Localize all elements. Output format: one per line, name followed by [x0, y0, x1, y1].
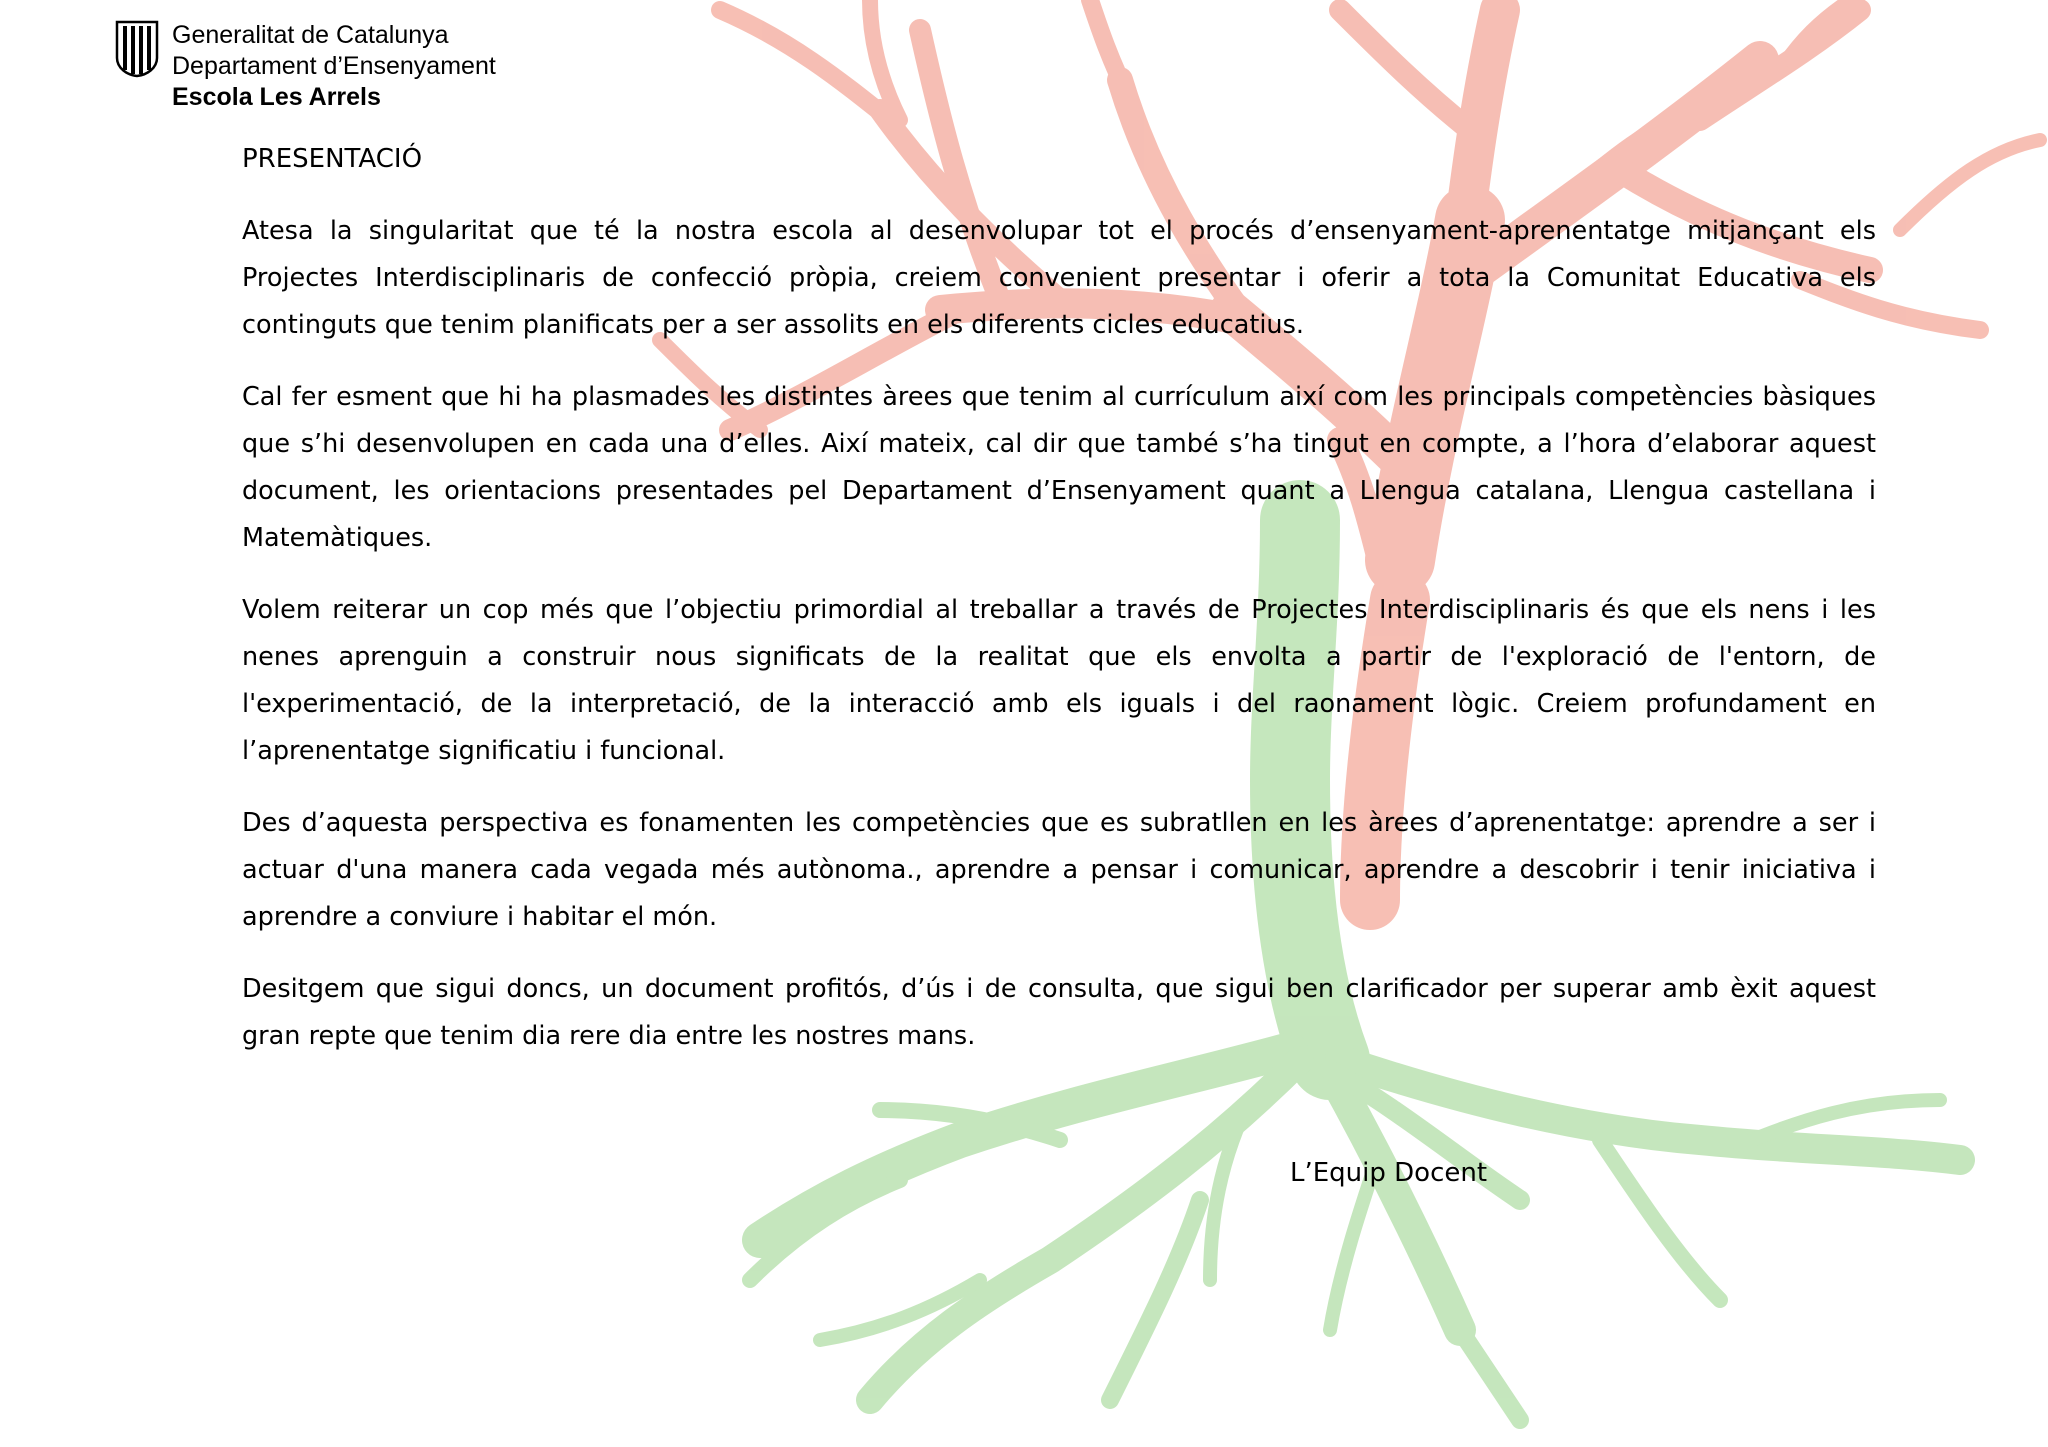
document-body — [242, 136, 1876, 1085]
document-title: PRESENTACIÓ — [242, 144, 423, 174]
header-government: Generalitat de Catalunya — [172, 21, 449, 49]
catalan-coat-of-arms-icon — [114, 20, 160, 78]
signature: L’Equip Docent — [1290, 1158, 1488, 1188]
header-school-name: Escola Les Arrels — [172, 83, 381, 111]
paragraph-4: Des d’aquesta perspectiva es fonamenten les competències que es subratllen en les àrees d’aprenentatge: aprendre a ser i actuar d'una manera cada vegada més autònoma., aprendre a pensar i comunicar, aprendre a descobrir i tenir iniciativa i aprendre a conviure i habitar el món. — [242, 808, 1876, 932]
paragraph-1: Atesa la singularitat que té la nostra escola al desenvolupar tot el procés d’ensenyament-aprenentatge mitjançant els Projectes Interdisciplinaris de confecció pròpia, creiem convenient presentar i oferir a tota la Comunitat Educativa els continguts que tenim planificats per a ser assolits en els diferents cicles educatius. — [242, 216, 1876, 340]
header-department: Departament d’Ensenyament — [172, 52, 496, 80]
paragraph-5: Desitgem que sigui doncs, un document profitós, d’ús i de consulta, que sigui ben clarificador per superar amb èxit aquest gran repte que tenim dia rere dia entre les nostres mans. — [242, 974, 1876, 1051]
paragraph-3: Volem reiterar un cop més que l’objectiu primordial al treballar a través de Projectes Interdisciplinaris és que els nens i les nenes aprenguin a construir nous significats de la realitat que els envolta a partir de l'exploració de l'entorn, de l'experimentació, de la interpretació, de la interacció amb els iguals i del raonament lògic. Creiem profundament en l’aprenentatge significatiu i funcional. — [242, 595, 1876, 766]
paragraph-2: Cal fer esment que hi ha plasmades les distintes àrees que tenim al currículum així com les principals competències bàsiques que s’hi desenvolupen en cada una d’elles. Així mateix, cal dir que també s’ha tingut en compte, a l’hora d’elaborar aquest document, les orientacions presentades pel Departament d’Ensenyament quant a Llengua catalana, Llengua castellana i Matemàtiques. — [242, 382, 1876, 553]
